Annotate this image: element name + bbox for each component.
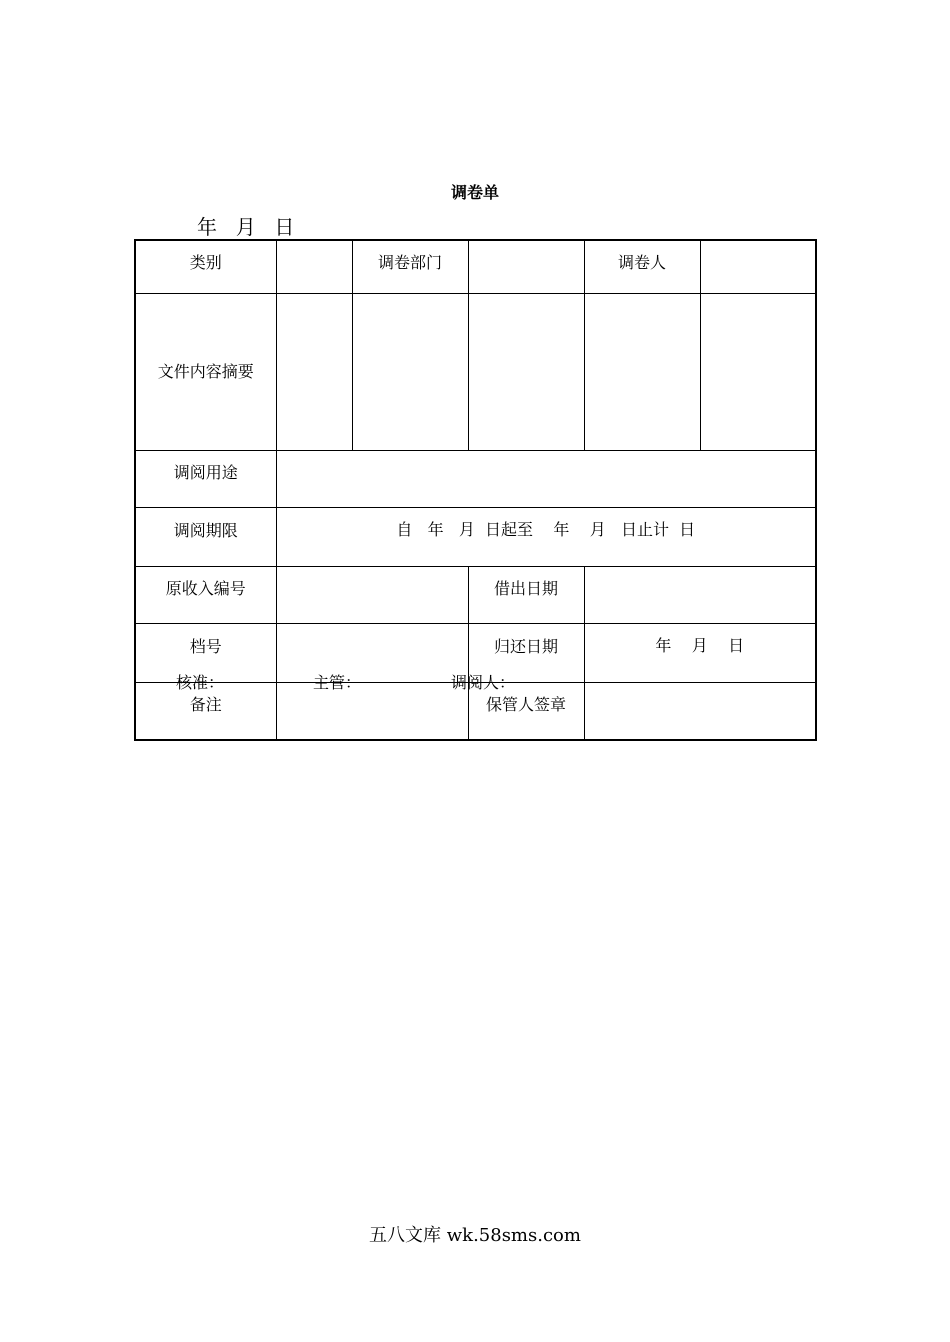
watermark: 五八文库 wk.58sms.com xyxy=(369,1225,581,1246)
dept-label: 调卷部门 xyxy=(352,240,468,294)
requester-value[interactable] xyxy=(700,240,816,294)
purpose-label: 调阅用途 xyxy=(135,451,276,508)
return-date-label: 归还日期 xyxy=(468,624,584,683)
orig-number-label: 原收入编号 xyxy=(135,567,276,624)
category-label: 类别 xyxy=(135,240,276,294)
summary-cell[interactable] xyxy=(584,294,700,451)
summary-cell[interactable] xyxy=(352,294,468,451)
summary-cell[interactable] xyxy=(276,294,352,451)
table-row xyxy=(135,451,816,508)
summary-cell[interactable] xyxy=(468,294,584,451)
form-title: 调卷单 xyxy=(450,183,499,202)
table-row xyxy=(135,567,816,624)
summary-cell[interactable] xyxy=(700,294,816,451)
category-value[interactable] xyxy=(276,240,352,294)
table-row xyxy=(135,508,816,567)
lend-date-label: 借出日期 xyxy=(468,567,584,624)
archive-number-value[interactable] xyxy=(276,624,468,683)
supervisor-label: 主管： xyxy=(313,673,362,692)
custodian-label: 保管人签章 xyxy=(468,683,584,741)
custodian-value[interactable] xyxy=(584,683,816,741)
period-text[interactable]: 自 年 月 日起至 年 月 日止计 日 xyxy=(276,508,816,567)
requisition-table xyxy=(134,239,817,741)
remarks-value[interactable] xyxy=(276,683,468,741)
lend-date-value[interactable] xyxy=(584,567,816,624)
reader-label: 调阅人： xyxy=(451,673,516,692)
table-row xyxy=(135,240,816,294)
requester-label: 调卷人 xyxy=(584,240,700,294)
approve-label: 核准： xyxy=(176,673,225,692)
archive-number-label: 档号 xyxy=(135,624,276,683)
summary-label: 文件内容摘要 xyxy=(135,294,276,451)
date-line: 年 月 日 xyxy=(197,215,297,239)
return-date-value[interactable]: 年 月 日 xyxy=(584,624,816,683)
purpose-value[interactable] xyxy=(276,451,816,508)
dept-value[interactable] xyxy=(468,240,584,294)
remarks-label: 备注 xyxy=(135,683,276,741)
orig-number-value[interactable] xyxy=(276,567,468,624)
table-row xyxy=(135,294,816,451)
period-label: 调阅期限 xyxy=(135,508,276,567)
